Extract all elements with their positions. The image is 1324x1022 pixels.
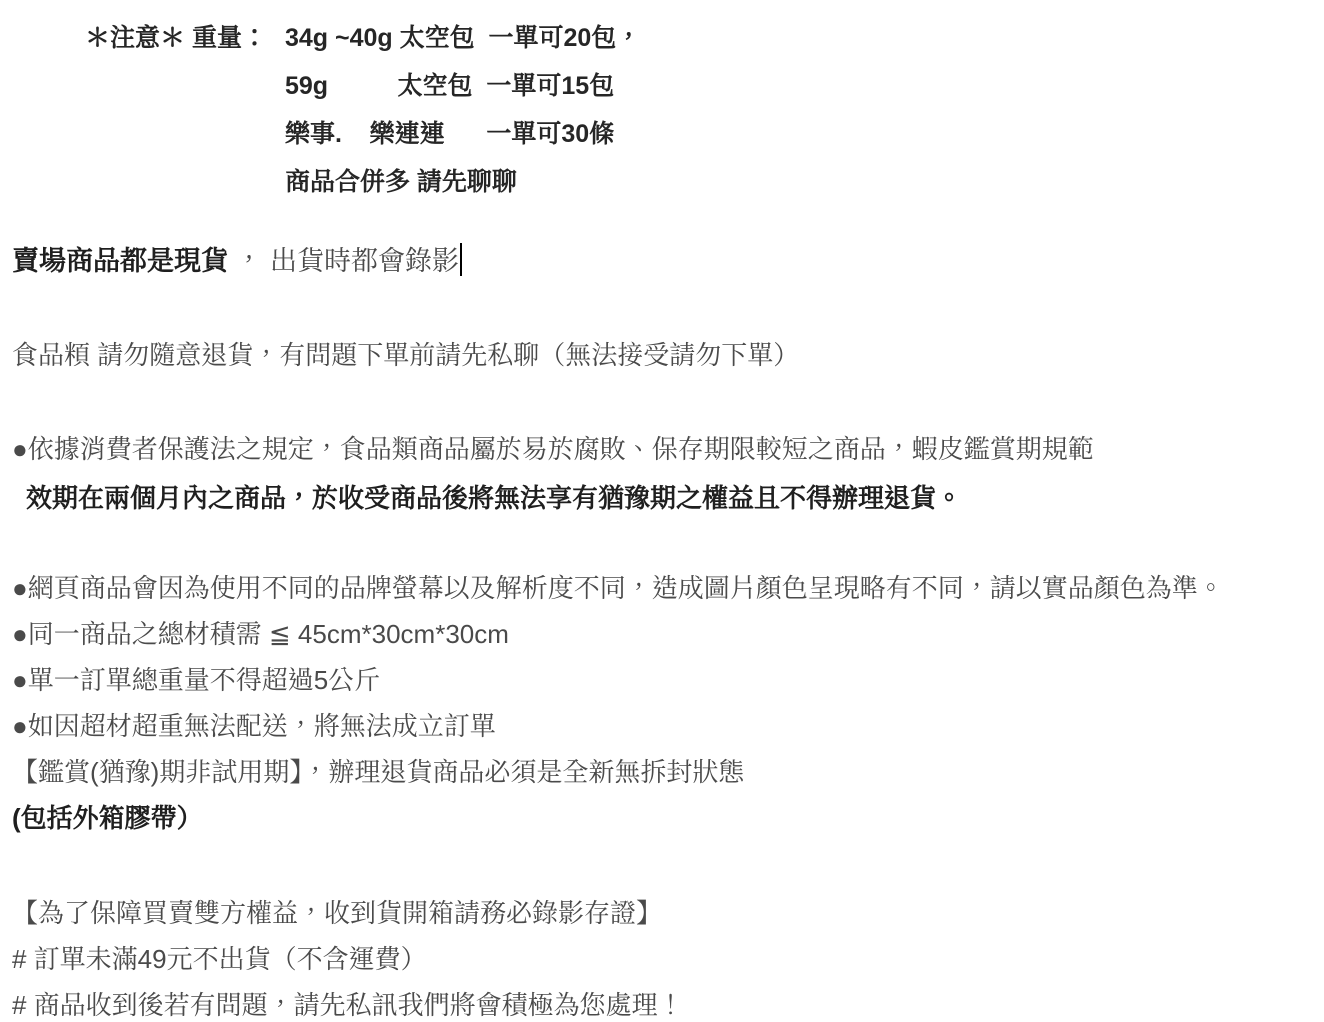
weight-notice-line-4: 商品合併多 請先聊聊 xyxy=(284,168,517,196)
issue-contact-note: # 商品收到後若有問題，請先私訊我們將會積極為您處理！ xyxy=(12,990,684,1020)
stock-statement-rest: ， 出貨時都會錄影 xyxy=(228,246,460,276)
policy-bullet-weight-limit: ●單一訂單總重量不得超過5公斤 xyxy=(12,665,381,695)
consumer-law-section xyxy=(12,425,1324,523)
text-cursor xyxy=(460,243,462,276)
policy-bullet-oversize: ●如因超材超重無法配送，將無法成立訂單 xyxy=(12,711,496,741)
food-return-note: 食品頪 請勿隨意退貨，有問題下單前請先私聊（無法接受請勿下單） xyxy=(12,340,800,370)
weight-notice-block xyxy=(0,0,1324,206)
shipping-policy-section xyxy=(12,565,1324,841)
minimum-order-note: # 訂單未滿49元不出貨（不含運費） xyxy=(12,944,427,974)
weight-notice-line-1: 34g ~40g 太空包 一單可20包， xyxy=(284,24,642,52)
unboxing-record-note: 【為了保障買賣雙方權益，收到貨開箱請務必錄影存證】 xyxy=(12,898,663,928)
box-tape-note: (包括外箱膠帶） xyxy=(12,803,203,833)
footer-notes-section xyxy=(12,890,1324,1022)
weight-notice-line-2: 59g 太空包 一單可15包 xyxy=(284,72,615,100)
stock-statement-line xyxy=(12,243,1324,278)
weight-notice-line-3: 樂事. 樂連連 一單可30條 xyxy=(284,120,615,148)
weight-notice-lines xyxy=(285,14,641,206)
consumer-law-line: ●依據消費者保護法之規定，食品類商品屬於易於腐敗、保存期限較短之商品，蝦皮鑑賞期規範 xyxy=(12,434,1094,464)
weight-notice-label: ＊注意＊ 重量： xyxy=(85,24,267,52)
stock-statement-bold: 賣場商品都是現貨 xyxy=(12,246,228,276)
appreciation-period-note: 【鑑賞(猶豫)期非試用期】，辦理退貨商品必須是全新無拆封狀態 xyxy=(12,757,745,787)
consumer-law-bold-line: 效期在兩個月內之商品，於收受商品後將無法享有猶豫期之權益且不得辦理退貨。 xyxy=(26,483,963,513)
policy-bullet-screen-color: ●網頁商品會因為使用不同的品牌螢幕以及解析度不同，造成圖片顏色呈現略有不同，請以實品顏色為準。 xyxy=(12,573,1224,603)
policy-bullet-volume-limit: ●同一商品之總材積需 ≦ 45cm*30cm*30cm xyxy=(12,619,509,649)
